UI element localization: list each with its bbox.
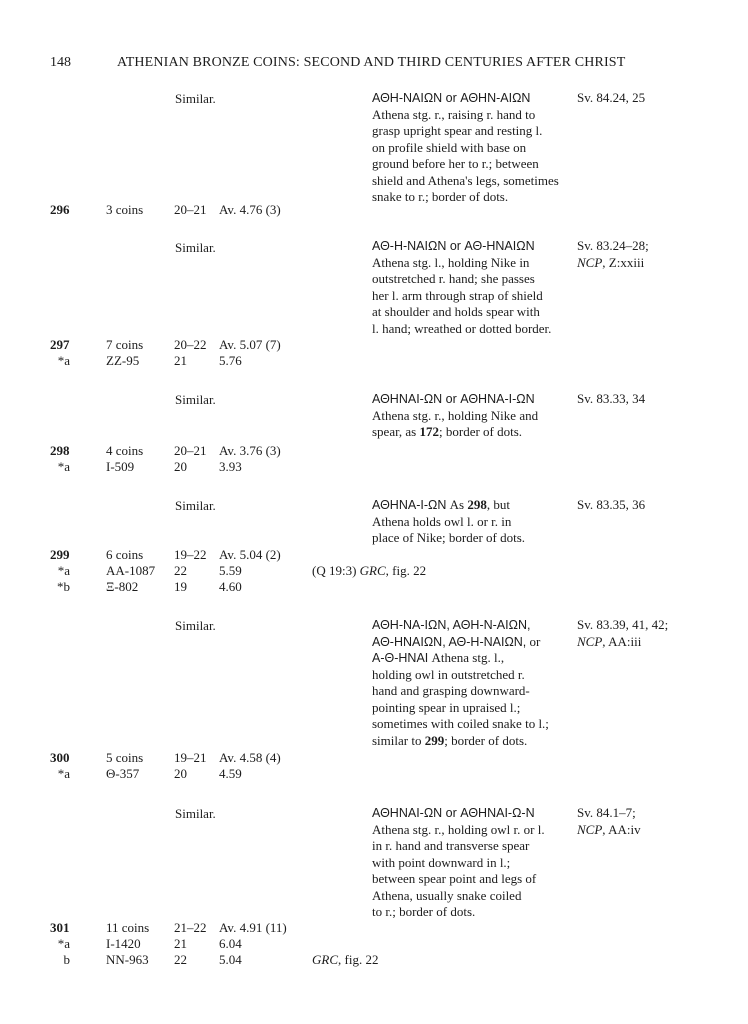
coin-count: 6 coins (106, 547, 144, 562)
specimen-size: 22 (174, 563, 187, 578)
desc-line: Athena stg. r., raising r. hand to (372, 106, 536, 122)
legend: ΑΘ-ΗΝΑΙΩΝ, ΑΘ-Η-ΝΑΙΩΝ, (372, 634, 527, 649)
running-title: ATHENIAN BRONZE COINS: SECOND AND THIRD CENTURIES AFTER CHRIST (117, 55, 626, 70)
references (577, 391, 645, 408)
desc-line: her l. arm through strap of shield (372, 287, 543, 303)
coin-description (372, 238, 582, 337)
size-range: 19–21 (174, 750, 207, 765)
desc-line: Athena stg. r., holding Nike and (372, 407, 539, 423)
coin-description (372, 805, 582, 921)
inventory-number: I-509 (106, 459, 135, 474)
references (577, 617, 668, 650)
desc-line: in r. hand and transverse spear (372, 838, 530, 853)
coin-description (372, 391, 582, 441)
desc-line: shield and Athena's legs, sometimes (372, 172, 559, 188)
reference: NCP, AA:iii (577, 633, 642, 649)
entry-number: 299 (50, 547, 70, 562)
specimen-mark: *a (57, 766, 70, 781)
coin-count: 4 coins (106, 443, 144, 458)
average-weight: Av. 5.04 (2) (219, 547, 281, 562)
entry-number: 296 (50, 202, 70, 217)
references (577, 238, 649, 271)
references (577, 497, 645, 514)
desc-line: with point downward in l.; (372, 854, 511, 870)
similar-label: Similar. (175, 806, 216, 821)
desc-line: at shoulder and holds spear with (372, 304, 540, 319)
desc-line: between spear point and legs of (372, 871, 537, 886)
entry-number: 298 (50, 443, 70, 458)
inventory-number: AA-1087 (106, 563, 156, 578)
desc-line: Athena stg. l., holding Nike in (372, 254, 530, 270)
legend: ΑΘΗΝΑΙ-ΩΝ or ΑΘΗΝΑ-Ι-ΩΝ (372, 392, 535, 406)
reference: Sv. 83.33, 34 (577, 391, 646, 406)
legend: Α-Θ-ΗΝΑΙ (372, 651, 429, 665)
average-weight: Av. 3.76 (3) (219, 443, 281, 458)
entry-number: 300 (50, 750, 70, 765)
coin-description: ΑΘΗΝΑ-Ι-ΩΝ As 298, but Athena holds owl l. or r. in place of Nike; border of dots. (372, 497, 582, 547)
desc-line: ground before her to r.; between (372, 156, 539, 171)
publication-note: (Q 19:3) GRC, fig. 22 (312, 563, 427, 578)
page-number: 148 (50, 55, 71, 70)
desc-line: Athena holds owl l. or r. in (372, 513, 512, 529)
similar-label: Similar. (175, 618, 216, 633)
desc-line: place of Nike; border of dots. (372, 530, 526, 545)
specimen-weight: 3.93 (219, 459, 242, 474)
inventory-number: NN-963 (106, 952, 149, 967)
legend: ΑΘΗ-ΝΑΙΩΝ or ΑΘΗΝ-ΑΙΩΝ (372, 91, 531, 105)
desc-line: Athena stg. r., holding owl r. or l. (372, 821, 545, 837)
similar-label: Similar. (175, 91, 216, 106)
desc-line: hand and grasping downward- (372, 683, 530, 698)
specimen-mark: *a (57, 563, 70, 578)
desc-line: grasp upright spear and resting l. (372, 123, 543, 138)
specimen-size: 19 (174, 579, 187, 594)
legend: ΑΘ-Η-ΝΑΙΩΝ or ΑΘ-ΗΝΑΙΩΝ (372, 239, 535, 253)
desc-line: spear, as 172; border of dots. (372, 424, 523, 439)
size-range: 19–22 (174, 547, 207, 562)
entry-number: 297 (50, 337, 70, 352)
inventory-number: I-1420 (106, 936, 141, 951)
similar-label: Similar. (175, 498, 216, 513)
average-weight: Av. 4.76 (3) (219, 202, 281, 217)
coin-count: 5 coins (106, 750, 144, 765)
references (577, 90, 645, 107)
reference: Sv. 84.24, 25 (577, 90, 646, 105)
reference: Sv. 84.1–7; (577, 805, 636, 820)
size-range: 20–22 (174, 337, 207, 352)
specimen-size: 20 (174, 766, 187, 781)
legend: ΑΘΗΝΑ-Ι-ΩΝ (372, 498, 447, 512)
size-range: 21–22 (174, 920, 207, 935)
entry-number: 301 (50, 920, 70, 935)
size-range: 20–21 (174, 443, 207, 458)
size-range: 20–21 (174, 202, 207, 217)
coin-count: 11 coins (106, 920, 150, 935)
specimen-weight: 6.04 (219, 936, 242, 951)
average-weight: Av. 5.07 (7) (219, 337, 281, 352)
reference: Sv. 83.24–28; (577, 238, 649, 253)
coin-count: 3 coins (106, 202, 144, 217)
specimen-size: 21 (174, 936, 187, 951)
average-weight: Av. 4.91 (11) (219, 920, 287, 935)
inventory-number: Θ-357 (106, 766, 140, 781)
ncp-ref: NCP (577, 254, 603, 270)
inventory-number: Ξ-802 (106, 579, 139, 594)
references (577, 805, 641, 838)
coin-count: 7 coins (106, 337, 144, 352)
ncp-ref: NCP (577, 821, 603, 837)
coin-description: ΑΘΗ-ΝΑ-ΙΩΝ, ΑΘΗ-Ν-ΑΙΩΝ, ΑΘ-ΗΝΑΙΩΝ, ΑΘ-Η-ΝΑΙΩΝ, or Α-Θ-ΗΝΑΙ Athena stg. l., holding owl in outstretched r. hand and grasping downward- pointing spear in upraised l.; sometimes with coiled snake to l.; similar to 299; border of dots. (372, 617, 582, 749)
legend: ΑΘΗ-ΝΑ-ΙΩΝ, ΑΘΗ-Ν-ΑΙΩΝ, (372, 618, 531, 632)
specimen-weight: 4.60 (219, 579, 242, 594)
similar-label: Similar. (175, 240, 216, 255)
coin-description (372, 90, 582, 206)
ncp-ref: NCP (577, 633, 603, 649)
reference: NCP, Z:xxiii (577, 254, 645, 270)
desc-line: to r.; border of dots. (372, 904, 476, 919)
legend: ΑΘΗΝΑΙ-ΩΝ or ΑΘΗΝΑΙ-Ω-Ν (372, 806, 535, 820)
desc-line: similar to 299; border of dots. (372, 732, 528, 748)
similar-label: Similar. (175, 392, 216, 407)
average-weight: Av. 4.58 (4) (219, 750, 281, 765)
reference: NCP, AA:iv (577, 821, 641, 837)
specimen-size: 21 (174, 353, 187, 368)
specimen-size: 20 (174, 459, 187, 474)
inventory-number: ZZ-95 (106, 353, 140, 368)
specimen-mark: *a (57, 353, 70, 368)
desc-line: Athena, usually snake coiled (372, 887, 522, 903)
specimen-mark: *a (57, 459, 70, 474)
publication-note: GRC, fig. 22 (312, 952, 379, 967)
specimen-weight: 5.04 (219, 952, 242, 967)
specimen-mark: *b (57, 579, 70, 594)
specimen-mark: b (63, 952, 70, 967)
specimen-mark: *a (57, 936, 70, 951)
desc-line: on profile shield with base on (372, 139, 527, 155)
desc-line: outstretched r. hand; she passes (372, 271, 535, 286)
desc-line: holding owl in outstretched r. (372, 666, 525, 682)
desc-line: snake to r.; border of dots. (372, 189, 509, 204)
specimen-size: 22 (174, 952, 187, 967)
reference: Sv. 83.35, 36 (577, 497, 646, 512)
desc-line: l. hand; wreathed or dotted border. (372, 320, 552, 336)
specimen-weight: 5.76 (219, 353, 242, 368)
specimen-weight: 4.59 (219, 766, 242, 781)
reference: Sv. 83.39, 41, 42; (577, 617, 669, 632)
desc-line: pointing spear in upraised l.; (372, 699, 521, 715)
specimen-weight: 5.59 (219, 563, 242, 578)
desc-line: sometimes with coiled snake to l.; (372, 716, 549, 731)
